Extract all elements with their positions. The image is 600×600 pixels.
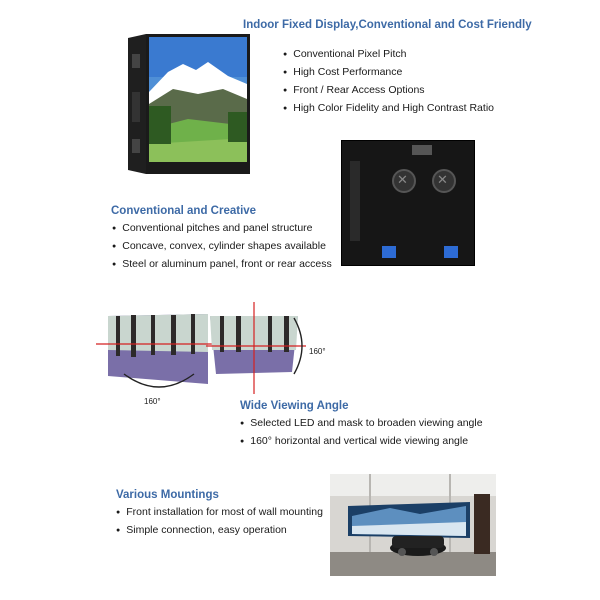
bullet-item: ● High Color Fidelity and High Contrast Ratio [283, 99, 494, 117]
section-title-indoor-fixed: Indoor Fixed Display,Conventional and Cost Friendly [243, 19, 532, 31]
led-cabinet-front-image [128, 34, 250, 174]
bullet-item: ● Front / Rear Access Options [283, 81, 494, 99]
section-bullets-various-mountings [116, 503, 323, 539]
bullet-item: ● Simple connection, easy operation [116, 521, 323, 539]
led-cabinet-back-image [341, 140, 475, 266]
section-title-wide-viewing-angle: Wide Viewing Angle [240, 400, 349, 412]
bullet-item: ● Selected LED and mask to broaden viewing angle [240, 414, 483, 432]
vertical-angle-label: 160° [309, 347, 326, 356]
section-title-conventional-creative: Conventional and Creative [111, 205, 257, 217]
bullet-item: ● Front installation for most of wall mounting [116, 503, 323, 521]
vertical-angle-screen-image [206, 302, 306, 394]
bullet-item: ● Concave, convex, cylinder shapes available [112, 237, 332, 255]
section-bullets-conventional-creative [112, 219, 332, 273]
section-title-various-mountings: Various Mountings [116, 489, 219, 501]
horizontal-angle-arc [120, 372, 198, 394]
showroom-mounting-image [330, 474, 496, 576]
bullet-item: ● Conventional pitches and panel structure [112, 219, 332, 237]
section-bullets-wide-viewing-angle [240, 414, 483, 450]
horizontal-angle-label: 160° [144, 397, 161, 406]
bullet-item: ● Steel or aluminum panel, front or rear access [112, 255, 332, 273]
section-bullets-indoor-fixed [283, 45, 494, 117]
vertical-angle-arc [292, 316, 308, 376]
bullet-item: ● High Cost Performance [283, 63, 494, 81]
bullet-item: ● 160° horizontal and vertical wide viewing angle [240, 432, 483, 450]
bullet-item: ● Conventional Pixel Pitch [283, 45, 494, 63]
